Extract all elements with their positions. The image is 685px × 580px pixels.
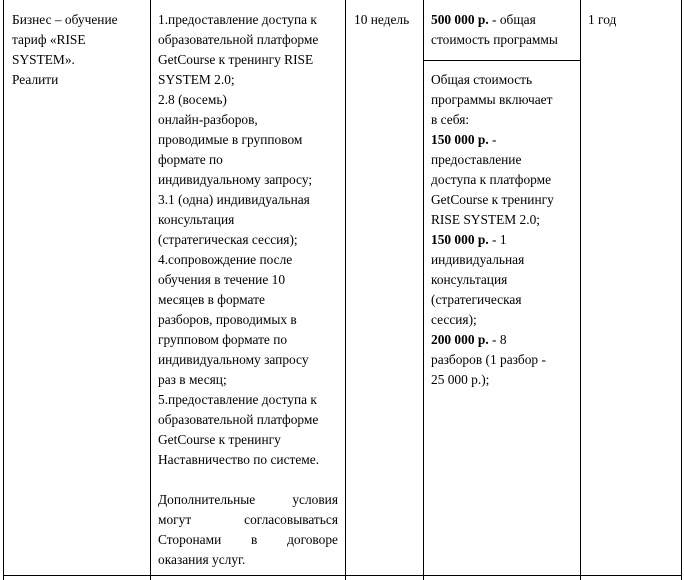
cell-cost-breakdown	[431, 70, 578, 390]
services-line: образовательной платформе	[158, 412, 319, 427]
cost-cell-divider	[423, 60, 581, 61]
extra-word: могут	[158, 512, 192, 527]
period-value: 1 год	[588, 12, 617, 27]
extra-word: условия	[292, 492, 338, 507]
breakdown-line: индивидуальная	[431, 252, 525, 267]
services-line: Наставничество по системе.	[158, 452, 320, 467]
client-line: тариф «RISE	[12, 32, 86, 47]
breakdown-intro: программы включает	[431, 92, 553, 107]
breakdown-line: RISE SYSTEM 2.0;	[431, 212, 541, 227]
total-cost-text: - общая	[488, 12, 536, 27]
table-border-left	[3, 0, 4, 580]
table-border-right	[681, 0, 682, 580]
paragraph-gap	[158, 470, 338, 490]
breakdown-line: доступа к платформе	[431, 172, 552, 187]
cell-cost-total	[431, 10, 578, 50]
services-line: формате по	[158, 152, 223, 167]
total-cost-line	[431, 10, 578, 30]
breakdown-amount: 150 000 р.	[431, 132, 489, 147]
breakdown-intro: Общая стоимость	[431, 72, 533, 87]
extra-conditions-line	[158, 490, 338, 510]
breakdown-line: GetCourse к тренингу	[431, 192, 554, 207]
extra-word: согласовываться	[244, 512, 338, 527]
breakdown-item-head	[431, 330, 578, 350]
breakdown-amount: 150 000 р.	[431, 232, 489, 247]
breakdown-after: - 1	[488, 232, 507, 247]
services-line: 2.8 (восемь)	[158, 92, 227, 107]
services-line: GetCourse к тренингу	[158, 432, 281, 447]
breakdown-after: - 8	[488, 332, 507, 347]
extra-word: договоре	[287, 532, 338, 547]
services-line: 5.предоставление доступа к	[158, 392, 317, 407]
breakdown-line: предоставление	[431, 152, 522, 167]
column-divider-4	[580, 0, 581, 580]
services-line: месяцев в формате	[158, 292, 265, 307]
services-line: проводимые в групповом	[158, 132, 303, 147]
column-divider-2	[345, 0, 346, 580]
breakdown-after: -	[488, 132, 497, 147]
table-bottom-rule	[3, 575, 682, 576]
breakdown-item-head	[431, 130, 578, 150]
services-line: онлайн-разборов,	[158, 112, 258, 127]
breakdown-intro: в себя:	[431, 112, 470, 127]
breakdown-line: консультация	[431, 272, 508, 287]
extra-word: Сторонами	[158, 532, 222, 547]
extra-word: в	[251, 532, 258, 547]
services-line: обучения в течение 10	[158, 272, 286, 287]
column-divider-3	[423, 0, 424, 580]
cell-duration	[354, 10, 420, 30]
extra-conditions-line	[158, 510, 338, 530]
services-line: 3.1 (одна) индивидуальная	[158, 192, 310, 207]
breakdown-line: сессия);	[431, 312, 477, 327]
cell-client-tariff	[12, 10, 146, 90]
services-line: 4.сопровождение после	[158, 252, 293, 267]
services-line: разборов, проводимых в	[158, 312, 297, 327]
services-line: (стратегическая сессия);	[158, 232, 298, 247]
total-cost-line: стоимость программы	[431, 32, 558, 47]
services-line: GetCourse к тренингу RISE	[158, 52, 314, 67]
breakdown-item-head	[431, 230, 578, 250]
services-line: индивидуальному запросу	[158, 352, 309, 367]
extra-word: Дополнительные	[158, 492, 256, 507]
duration-value: 10 недель	[354, 12, 410, 27]
breakdown-line: разборов (1 разбор -	[431, 352, 546, 367]
breakdown-line: (стратегическая	[431, 292, 522, 307]
services-line: раз в месяц;	[158, 372, 227, 387]
cell-period	[588, 10, 678, 30]
services-line: консультация	[158, 212, 235, 227]
breakdown-line: 25 000 р.);	[431, 372, 490, 387]
client-line: Бизнес – обучение	[12, 12, 118, 27]
services-line: образовательной платформе	[158, 32, 319, 47]
total-cost-amount: 500 000 р.	[431, 12, 489, 27]
services-line: SYSTEM 2.0;	[158, 72, 235, 87]
extra-conditions-line	[158, 530, 338, 550]
client-line: Реалити	[12, 72, 59, 87]
services-line: 1.предоставление доступа к	[158, 12, 317, 27]
extra-conditions-line: оказания услуг.	[158, 552, 246, 567]
column-divider-1	[150, 0, 151, 580]
client-line: SYSTEM».	[12, 52, 75, 67]
services-line: индивидуальному запросу;	[158, 172, 313, 187]
services-line: групповом формате по	[158, 332, 288, 347]
breakdown-amount: 200 000 р.	[431, 332, 489, 347]
cell-services	[158, 10, 338, 570]
